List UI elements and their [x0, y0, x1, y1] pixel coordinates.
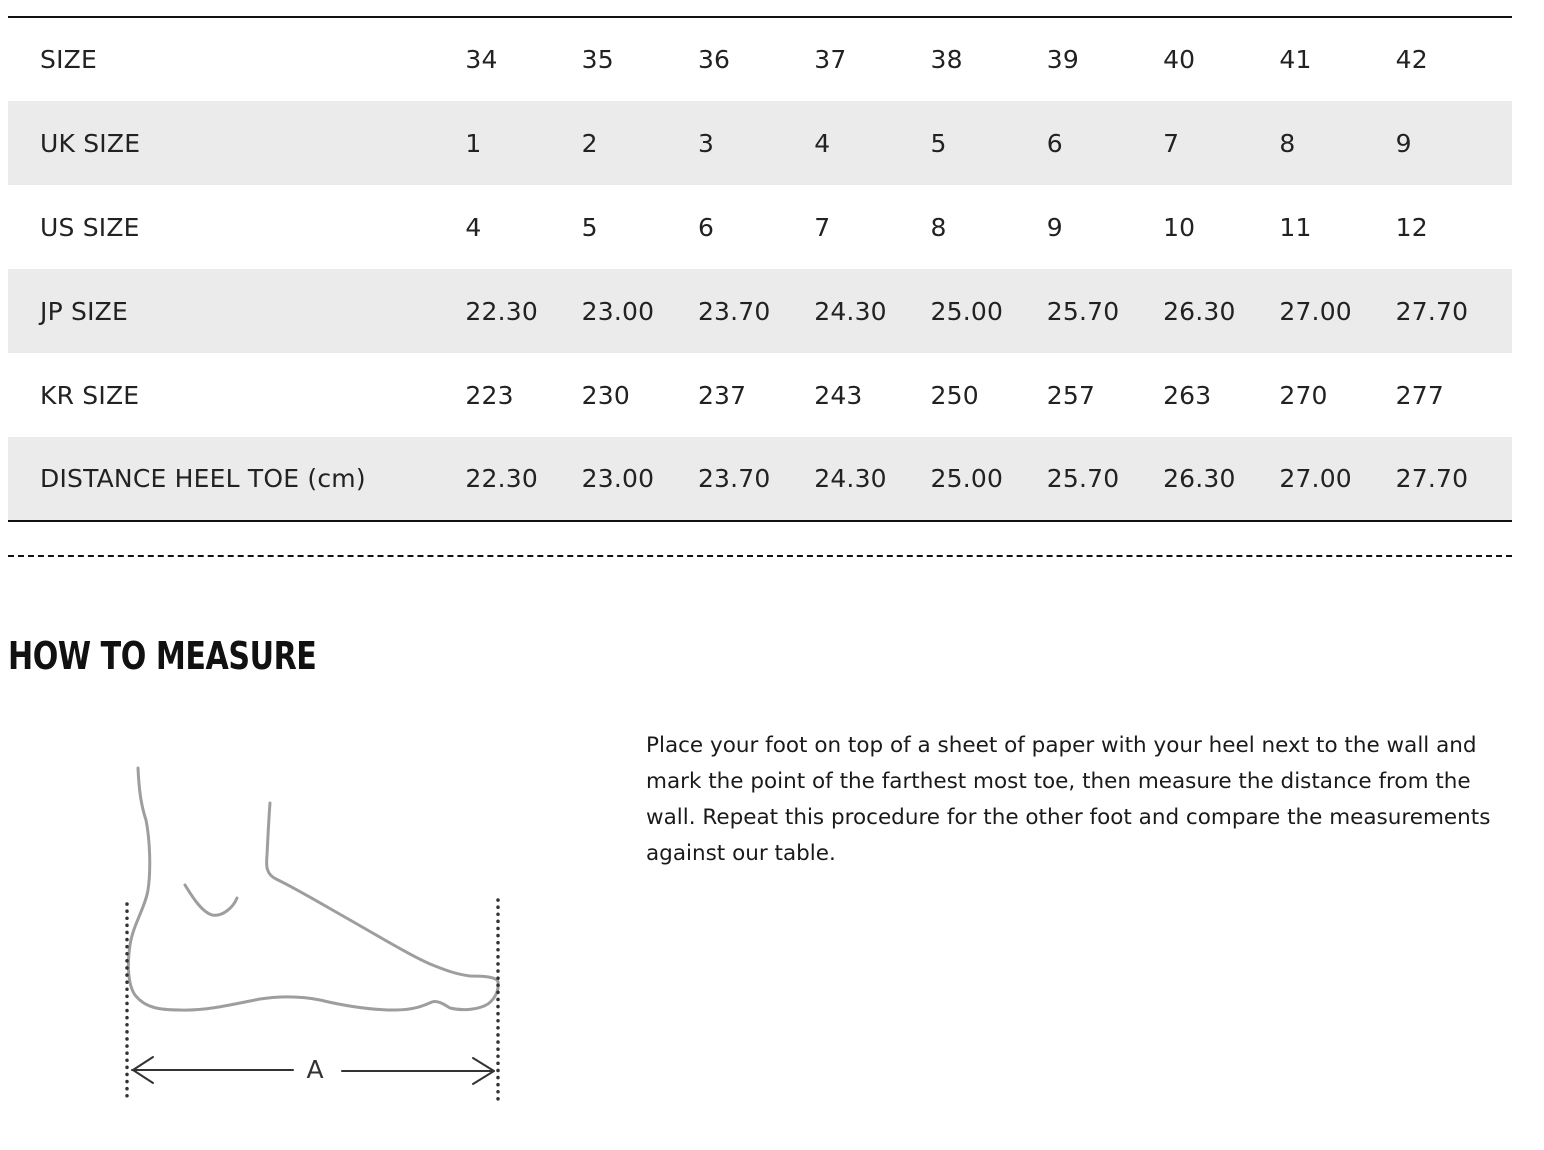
- size-cell: 230: [581, 380, 630, 410]
- size-cell: 257: [1046, 380, 1096, 410]
- size-cell: 42: [1395, 45, 1428, 74]
- size-cell: 7: [1163, 128, 1180, 158]
- measure-instructions: Place your foot on top of a sheet of paper with your heel next to the wall and mark the point of the farthest most toe, then measure the distance from the wall. Repeat this procedure for the other foot and compare the measurements against our table.: [646, 733, 1491, 866]
- size-row: [8, 17, 1512, 101]
- how-to-measure-title: HOW TO MEASURE: [8, 634, 317, 678]
- size-row-label: KR SIZE: [40, 380, 140, 410]
- size-cell: 24.30: [814, 464, 887, 493]
- size-cell: 34: [465, 45, 498, 74]
- size-row: [8, 101, 1512, 185]
- size-cell: 36: [697, 45, 731, 74]
- foot-measure-illustration: [100, 750, 540, 1120]
- size-row: [8, 437, 1512, 521]
- size-cell: 6: [1046, 128, 1063, 158]
- size-cell: 41: [1279, 45, 1312, 74]
- size-cell: 27.00: [1279, 464, 1352, 493]
- size-cell: 25.70: [1046, 296, 1120, 326]
- size-row-label: UK SIZE: [40, 128, 141, 158]
- size-cell: 35: [581, 45, 614, 74]
- size-row: [8, 353, 1512, 437]
- size-cell: 39: [1046, 45, 1079, 74]
- ankle-bone-curve: [185, 885, 237, 915]
- size-cell: 1: [465, 128, 482, 158]
- size-cell: 10: [1163, 212, 1196, 242]
- measure-label-a: A: [306, 1055, 324, 1084]
- size-cell: 12: [1395, 212, 1428, 242]
- size-cell: 9: [1395, 128, 1412, 158]
- size-cell: 2: [581, 128, 598, 158]
- size-cell: 11: [1279, 212, 1312, 242]
- size-cell: 243: [814, 380, 863, 410]
- size-cell: 27.70: [1395, 296, 1469, 326]
- size-cell: 270: [1279, 380, 1328, 410]
- size-cell: 37: [814, 45, 847, 74]
- size-cell: 223: [465, 380, 514, 410]
- size-chart-table: [8, 16, 1512, 522]
- size-cell: 5: [581, 212, 598, 242]
- size-cell: 25.70: [1046, 464, 1120, 493]
- size-cell: 27.70: [1395, 464, 1469, 493]
- size-cell: 22.30: [465, 296, 538, 326]
- size-cell: 8: [930, 212, 947, 242]
- size-cell: 3: [697, 128, 715, 158]
- size-cell: 25.00: [930, 296, 1004, 326]
- foot-outline-back: [128, 768, 498, 1010]
- size-cell: 22.30: [465, 464, 538, 493]
- size-cell: 38: [930, 45, 963, 74]
- dashed-divider: [8, 555, 1512, 557]
- size-cell: 9: [1046, 212, 1063, 242]
- size-cell: 23.70: [697, 296, 771, 326]
- size-row-label: US SIZE: [40, 212, 140, 242]
- size-cell: 4: [465, 212, 482, 242]
- size-cell: 40: [1163, 45, 1196, 74]
- size-cell: 237: [697, 380, 747, 410]
- size-cell: 23.00: [581, 296, 655, 326]
- size-row: [8, 185, 1512, 269]
- size-cell: 5: [930, 128, 947, 158]
- size-cell: 250: [930, 380, 979, 410]
- size-cell: 277: [1395, 380, 1444, 410]
- size-cell: 8: [1279, 128, 1296, 158]
- size-cell: 27.00: [1279, 296, 1352, 326]
- size-cell: 26.30: [1163, 296, 1236, 326]
- size-row-label: JP SIZE: [40, 296, 128, 326]
- size-cell: 23.70: [697, 464, 771, 493]
- size-cell: 4: [814, 128, 831, 158]
- size-row-label: SIZE: [40, 45, 97, 74]
- size-cell: 23.00: [581, 464, 655, 493]
- size-cell: 26.30: [1163, 464, 1236, 493]
- size-cell: 6: [697, 212, 715, 242]
- size-row-label: DISTANCE HEEL TOE (cm): [40, 464, 366, 493]
- size-cell: 25.00: [930, 464, 1004, 493]
- size-cell: 7: [814, 212, 831, 242]
- size-cell: 24.30: [814, 296, 887, 326]
- size-cell: 263: [1163, 380, 1212, 410]
- size-row: [8, 269, 1512, 353]
